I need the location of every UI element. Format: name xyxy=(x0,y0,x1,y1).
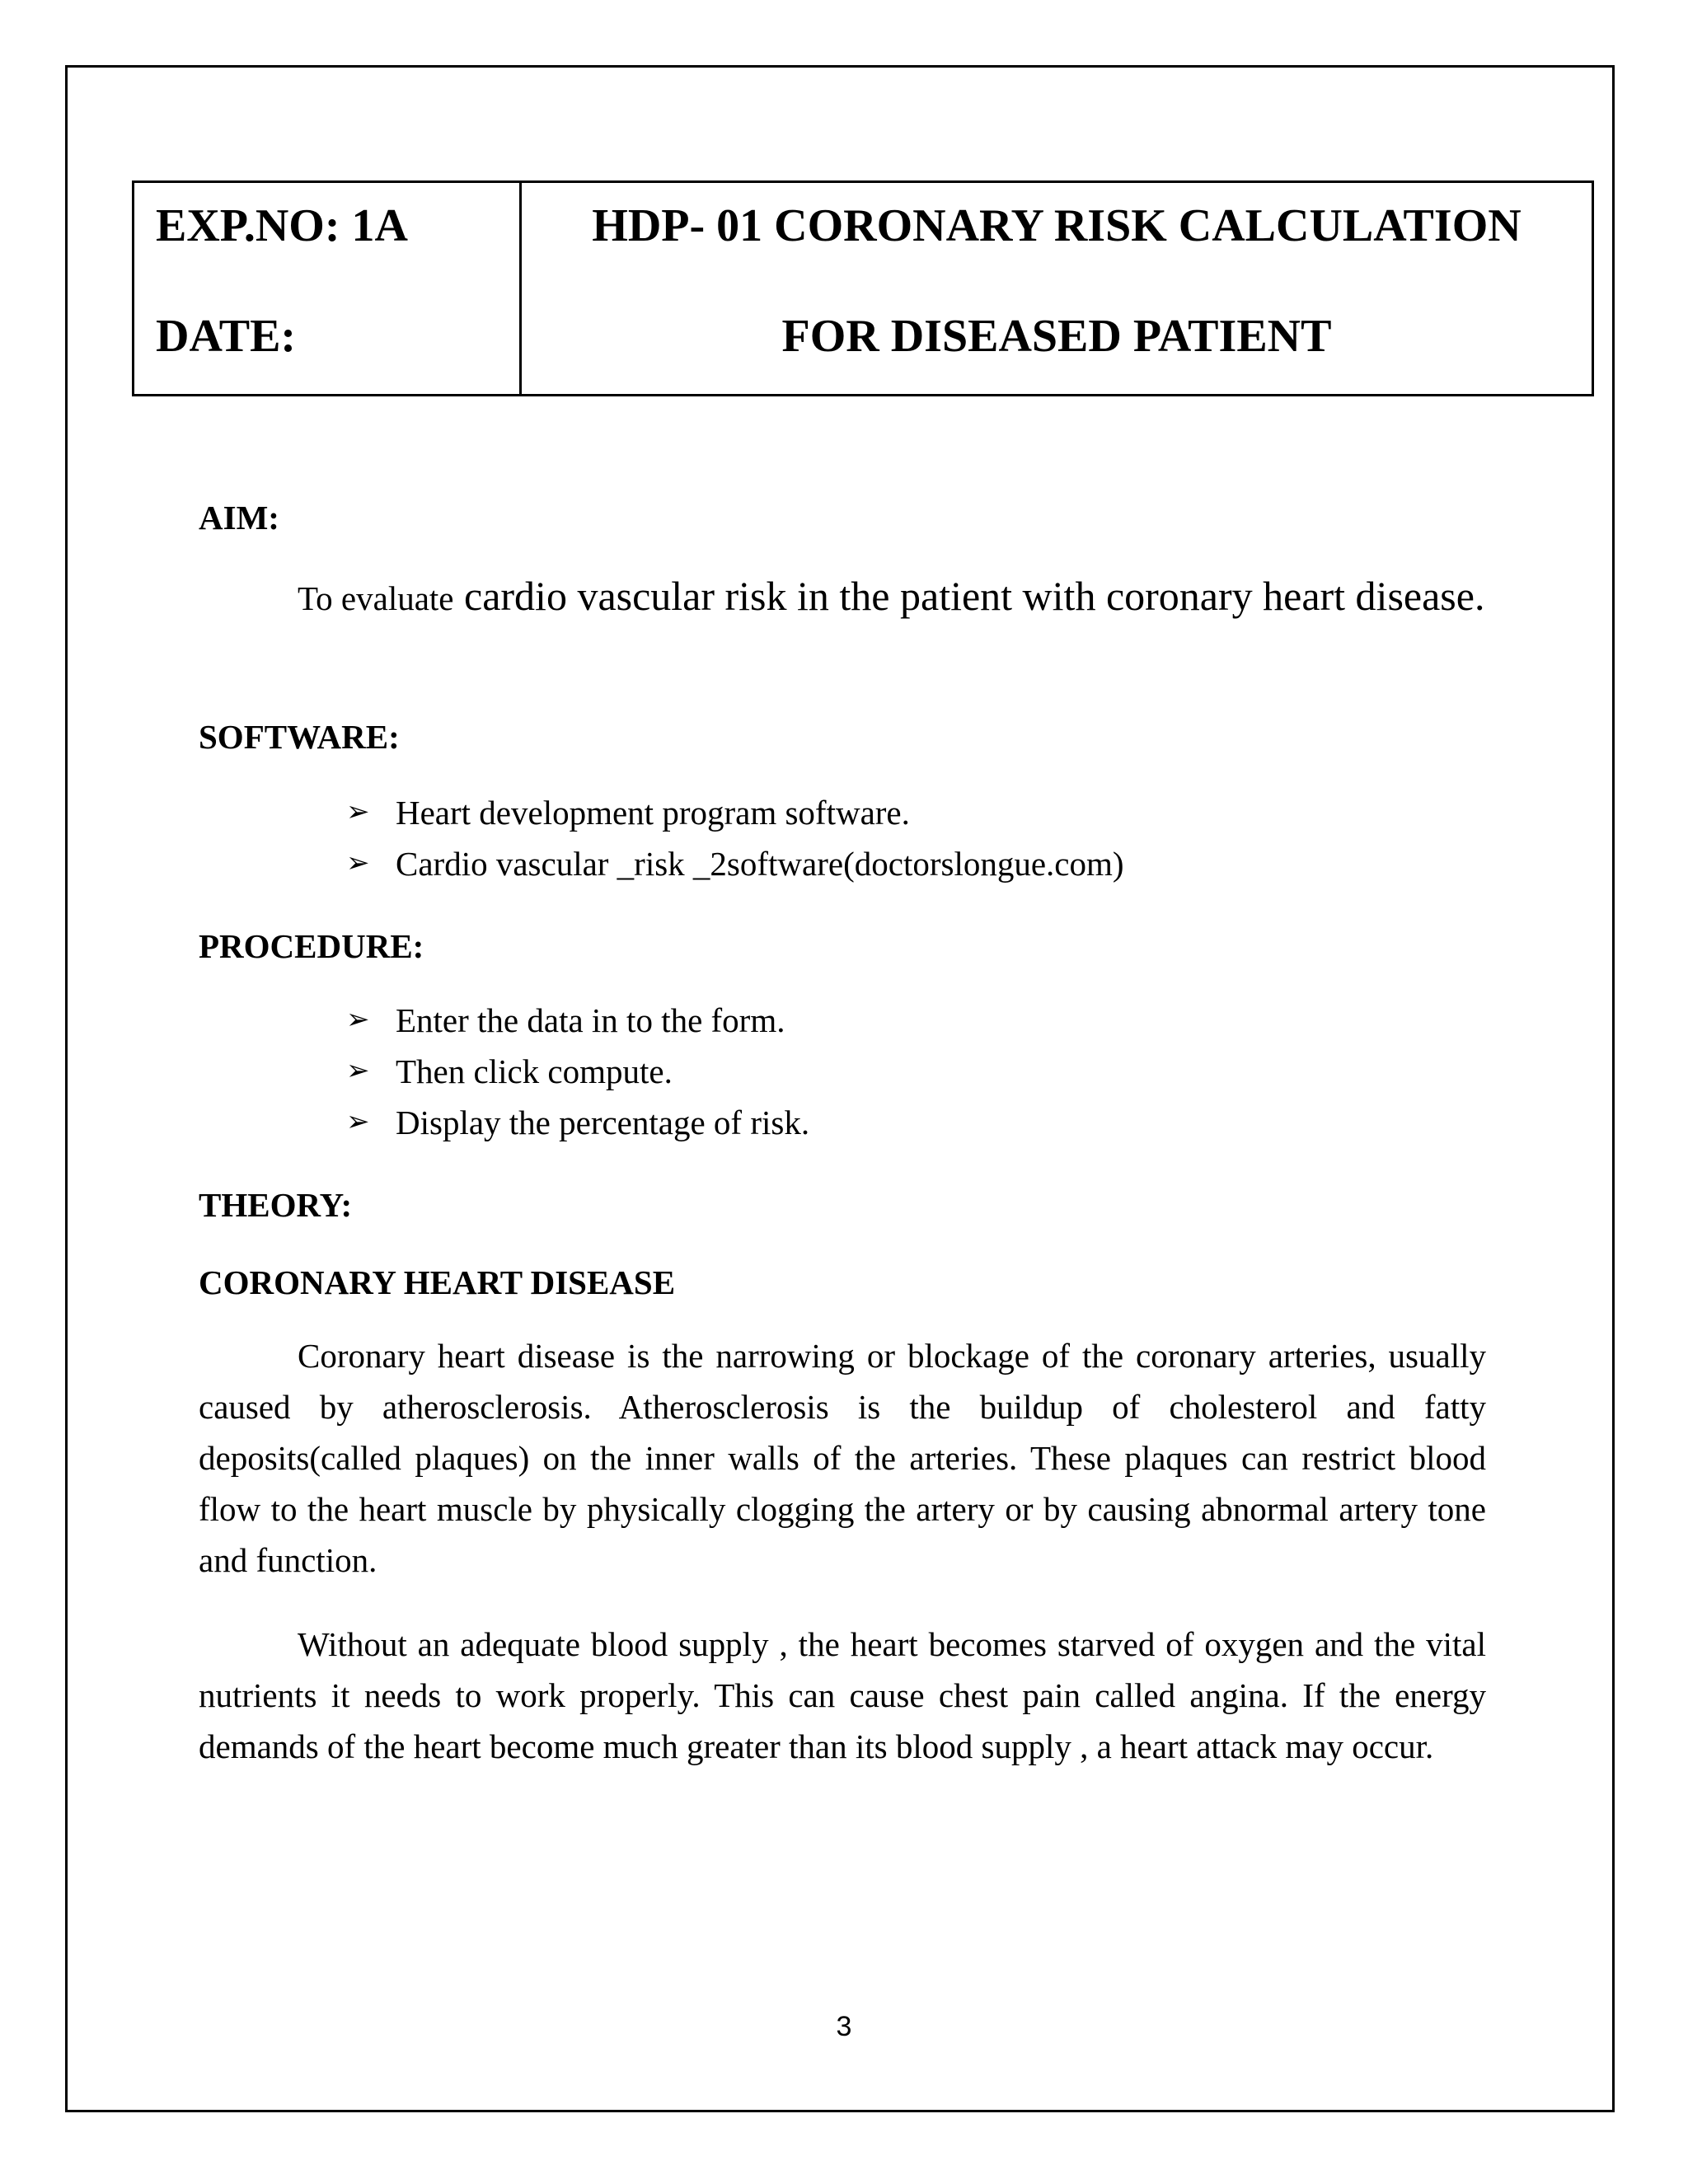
procedure-heading: PROCEDURE: xyxy=(199,927,424,965)
list-item-text: Cardio vascular _risk _2software(doctorslongue.com) xyxy=(396,845,1124,883)
list-item xyxy=(346,1097,809,1148)
date-label: DATE: xyxy=(156,311,297,362)
page-number: 3 xyxy=(836,2011,852,2042)
list-item xyxy=(346,1046,809,1097)
procedure-list xyxy=(346,995,809,1148)
header-table xyxy=(132,180,1594,396)
arrowhead-bullet-icon: ➢ xyxy=(346,797,370,827)
arrowhead-bullet-icon: ➢ xyxy=(346,1056,370,1086)
theory-paragraph-2: Without an adequate blood supply , the heart becomes starved of oxygen and the vital nutrients it needs to work properly. This can cause chest pain called angina. If the energy demands of the heart become much greater than its blood supply , a heart attack may occur. xyxy=(199,1625,1486,1765)
list-item-text: Enter the data in to the form. xyxy=(396,1001,785,1039)
experiment-number: EXP.NO: 1A xyxy=(156,200,408,251)
theory-paragraph-1: Coronary heart disease is the narrowing or blockage of the coronary arteries, usually caused by atherosclerosis. Atherosclerosis is the buildup of cholesterol and fatty deposits(called plaques) on the inner walls of the arteries. These plaques can restrict blood flow to the heart muscle by physically clogging the artery or by causing abnormal artery tone and function. xyxy=(199,1337,1486,1579)
software-heading: SOFTWARE: xyxy=(199,718,400,756)
header-title-cell xyxy=(522,183,1592,394)
header-left-cell xyxy=(134,183,522,394)
theory-heading: THEORY: xyxy=(199,1186,353,1224)
theory-subheading: CORONARY HEART DISEASE xyxy=(199,1263,676,1301)
aim-paragraph xyxy=(199,567,1486,627)
aim-text-rest: cardio vascular risk in the patient with coronary heart disease. xyxy=(453,573,1485,619)
title-line-1: HDP- 01 CORONARY RISK CALCULATION xyxy=(592,200,1522,251)
aim-heading: AIM: xyxy=(199,499,279,537)
list-item-text: Heart development program software. xyxy=(396,794,910,832)
list-item xyxy=(346,787,1124,838)
aim-text-prefix: To evaluate xyxy=(298,579,454,617)
arrowhead-bullet-icon: ➢ xyxy=(346,1107,370,1137)
software-list xyxy=(346,787,1124,889)
list-item-text: Display the percentage of risk. xyxy=(396,1104,810,1141)
title-line-2: FOR DISEASED PATIENT xyxy=(781,311,1332,362)
arrowhead-bullet-icon: ➢ xyxy=(346,1005,370,1035)
list-item-text: Then click compute. xyxy=(396,1052,673,1090)
arrowhead-bullet-icon: ➢ xyxy=(346,848,370,879)
list-item xyxy=(346,838,1124,889)
list-item xyxy=(346,995,809,1046)
